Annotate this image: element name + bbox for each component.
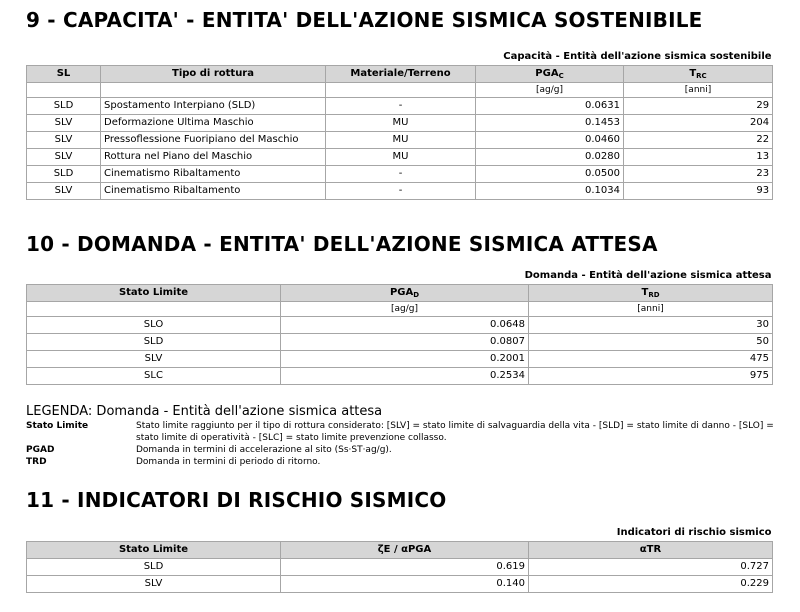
legend-key: TRD (26, 457, 47, 467)
legend-title: LEGENDA: Domanda - Entità dell'azione sismica attesa (26, 404, 383, 419)
col-header-pga-d: $PGA_D$ (281, 285, 529, 302)
table-row (27, 149, 773, 166)
cell-tr: 975 (529, 368, 773, 385)
cell-zeta: 0.140 (281, 576, 529, 593)
table-row (27, 317, 773, 334)
unit-pga: [ag/g] (476, 83, 624, 98)
domanda-caption: Domanda - Entità dell'azione sismica attesa (524, 270, 772, 281)
rischio-caption: Indicatori di rischio sismico (616, 527, 772, 538)
cell-tr: 22 (624, 132, 773, 149)
cell-tr: 93 (624, 183, 773, 200)
section-9-title: 9 - CAPACITA' - ENTITA' DELL'AZIONE SISMICA SOSTENIBILE (26, 8, 703, 32)
section-10-title: 10 - DOMANDA - ENTITA' DELL'AZIONE SISMICA ATTESA (26, 232, 658, 256)
cell-pga: 0.0460 (476, 132, 624, 149)
col-header-tr: $T_{RC}$ (624, 66, 773, 83)
cell-stato: SLC (27, 368, 281, 385)
cell-tipo: Cinematismo Ribaltamento (101, 166, 326, 183)
table-row (27, 115, 773, 132)
unit-trd: [anni] (529, 302, 773, 317)
legend-entry (26, 444, 776, 456)
legend-value: Domanda in termini di periodo di ritorno. (136, 457, 321, 467)
cell-zeta: 0.619 (281, 559, 529, 576)
col-header-stato: Stato Limite (27, 285, 281, 302)
table-row (27, 98, 773, 115)
cell-sl: SLV (27, 132, 101, 149)
table-row (27, 368, 773, 385)
legend-value: Stato limite raggiunto per il tipo di rottura considerato: [SLV] = stato limite di salvaguardia della vita - [SLD] = stato limite di danno - [SLO] = stato limite di operatività - [SLC] = stato limite prevenzione collasso. (136, 421, 774, 443)
legend (26, 403, 776, 468)
cell-pga: 0.2001 (281, 351, 529, 368)
cell-tipo: Deformazione Ultima Maschio (101, 115, 326, 132)
table-row (27, 334, 773, 351)
cell-pga: 0.0280 (476, 149, 624, 166)
table-row (27, 576, 773, 593)
cell-materiale: MU (326, 115, 476, 132)
col-header-zeta: ζE / αPGA (281, 542, 529, 559)
legend-value: Domanda in termini di accelerazione al sito (Ss·ST·ag/g). (136, 445, 392, 455)
cell-stato: SLV (27, 351, 281, 368)
cell-pga: 0.1034 (476, 183, 624, 200)
legend-entry (26, 456, 776, 468)
cell-alpha: 0.727 (529, 559, 773, 576)
cell-pga: 0.0648 (281, 317, 529, 334)
col-header-trd: $T_{RD}$ (529, 285, 773, 302)
cell-materiale: - (326, 166, 476, 183)
capacita-table (26, 49, 773, 200)
cell-sl: SLD (27, 166, 101, 183)
unit-pga-d: [ag/g] (281, 302, 529, 317)
col-header-materiale: Materiale/Terreno (326, 66, 476, 83)
section-11-title: 11 - INDICATORI DI RISCHIO SISMICO (26, 488, 447, 512)
cell-tr: 204 (624, 115, 773, 132)
legend-entry (26, 420, 776, 444)
cell-pga: 0.2534 (281, 368, 529, 385)
table-row (27, 559, 773, 576)
table-row (27, 183, 773, 200)
cell-sl: SLV (27, 115, 101, 132)
cell-tipo: Pressoflessione Fuoripiano del Maschio (101, 132, 326, 149)
cell-tipo: Spostamento Interpiano (SLD) (101, 98, 326, 115)
col-header-pga: $PGA_C$ (476, 66, 624, 83)
cell-stato: SLD (27, 334, 281, 351)
col-header-alpha: αTR (529, 542, 773, 559)
cell-tipo: Rottura nel Piano del Maschio (101, 149, 326, 166)
cell-tr: 29 (624, 98, 773, 115)
cell-tr: 13 (624, 149, 773, 166)
cell-materiale: MU (326, 149, 476, 166)
cell-tr: 23 (624, 166, 773, 183)
cell-sl: SLV (27, 183, 101, 200)
cell-pga: 0.0500 (476, 166, 624, 183)
cell-tr: 475 (529, 351, 773, 368)
cell-alpha: 0.229 (529, 576, 773, 593)
cell-pga: 0.1453 (476, 115, 624, 132)
cell-sl: SLD (27, 98, 101, 115)
table-row (27, 351, 773, 368)
col-header-stato-11: Stato Limite (27, 542, 281, 559)
cell-pga: 0.0807 (281, 334, 529, 351)
col-header-tipo: Tipo di rottura (101, 66, 326, 83)
col-header-sl: SL (27, 66, 101, 83)
cell-sl: SLV (27, 149, 101, 166)
cell-tr: 30 (529, 317, 773, 334)
domanda-table (26, 268, 773, 385)
legend-key: PGAD (26, 445, 55, 455)
cell-tipo: Cinematismo Ribaltamento (101, 183, 326, 200)
cell-stato: SLD (27, 559, 281, 576)
cell-pga: 0.0631 (476, 98, 624, 115)
table-row (27, 166, 773, 183)
cell-stato: SLV (27, 576, 281, 593)
cell-materiale: - (326, 98, 476, 115)
legend-key: Stato Limite (26, 421, 89, 431)
rischio-table (26, 525, 773, 593)
unit-tr: [anni] (624, 83, 773, 98)
capacita-caption: Capacità - Entità dell'azione sismica sostenibile (503, 51, 772, 62)
table-row (27, 132, 773, 149)
cell-materiale: - (326, 183, 476, 200)
cell-tr: 50 (529, 334, 773, 351)
cell-materiale: MU (326, 132, 476, 149)
cell-stato: SLO (27, 317, 281, 334)
